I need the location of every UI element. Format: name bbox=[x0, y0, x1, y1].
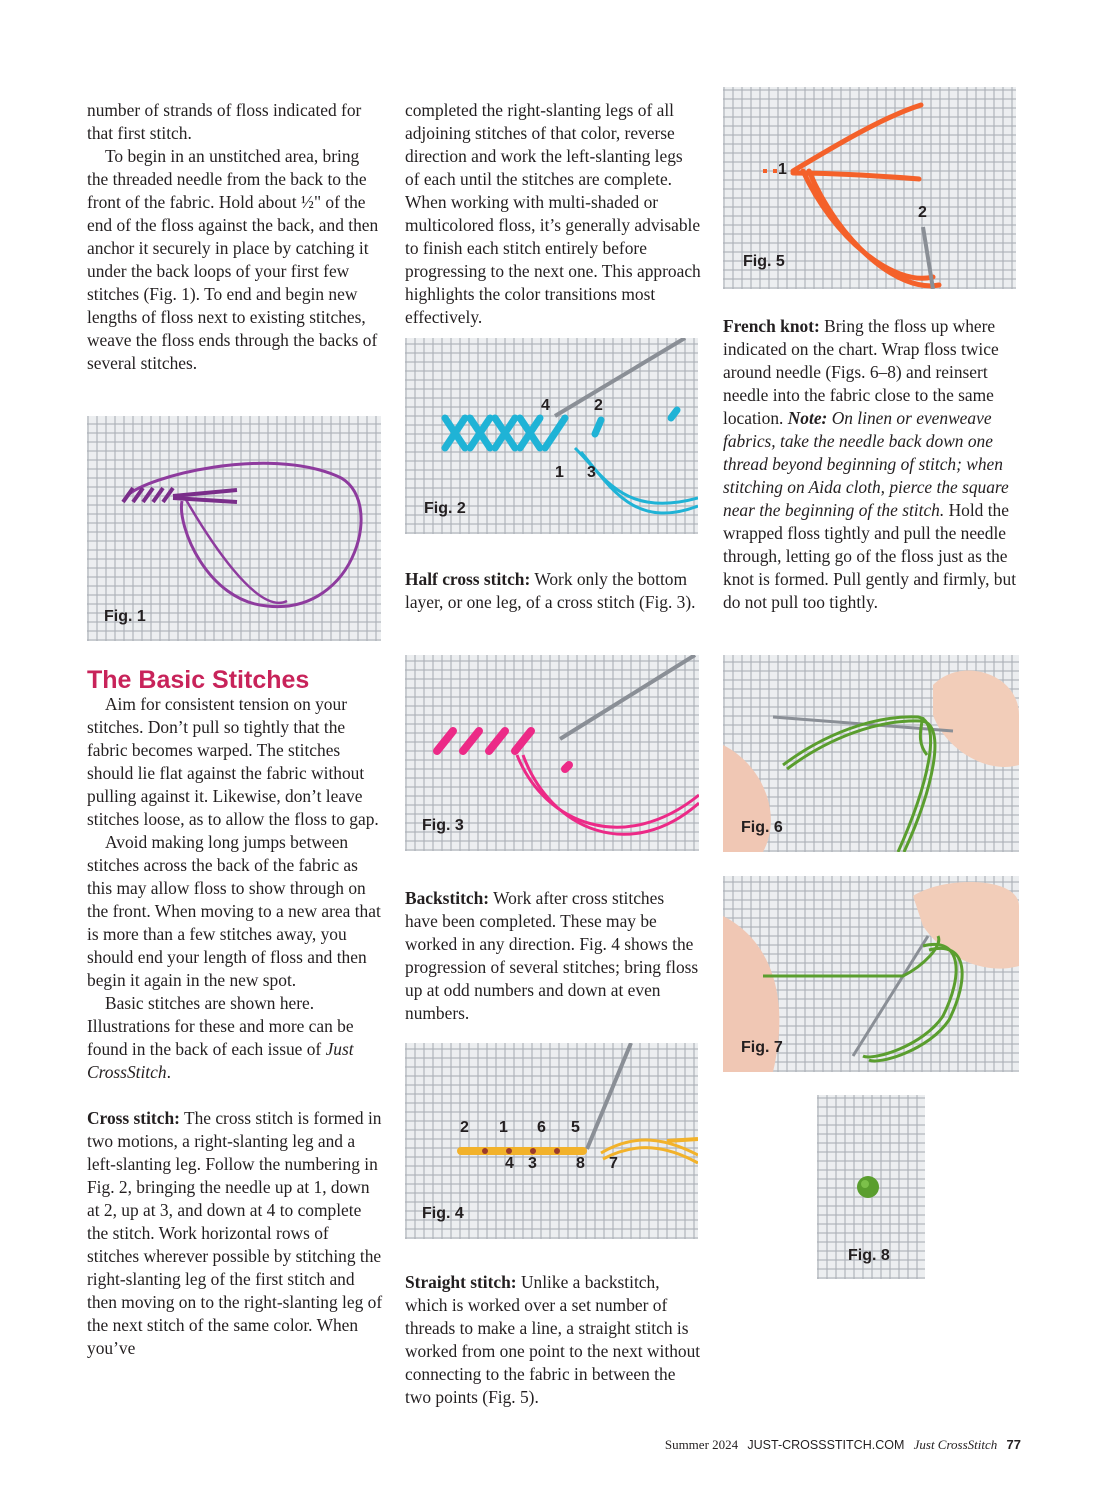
fig5-number-1: 1 bbox=[778, 161, 787, 178]
section-heading: The Basic Stitches bbox=[87, 666, 310, 694]
fig2-number-4: 4 bbox=[541, 397, 550, 414]
begin-paragraph: To begin in an unstitched area, bring the threaded needle from the back to the front of the fabric. Hold about ½" of the end of the floss against the back, and then anchor it securely in place by catching it under the back loops of your first few stitches (Fig. 1). To end and begin new lengths of floss next to existing stitches, weave the floss ends through the backs of several stitches. bbox=[87, 146, 379, 373]
fig3-label: Fig. 3 bbox=[422, 817, 464, 834]
half-cross-title: Half cross stitch: bbox=[405, 569, 531, 589]
figure-1 bbox=[87, 416, 381, 641]
straight-stitch-block bbox=[405, 1271, 701, 1409]
fig1-label: Fig. 1 bbox=[104, 608, 146, 625]
figure-6 bbox=[723, 655, 1019, 852]
tension-paragraph: Aim for consistent tension on your stitches. Don’t pull so tightly that the fabric becomes warped. The stitches should lie flat against the fabric without pulling against it. Likewise, don’t leave stitches loose, as to allow the floss to gap. bbox=[87, 694, 379, 829]
french-knot-paragraph bbox=[723, 315, 1019, 614]
figure-2 bbox=[405, 338, 698, 534]
straight-stitch-text: Unlike a backstitch, which is worked over a set number of threads to make a line, a straight stitch is worked from one point to the next without connecting to the fabric in between the two points (Fig. 5). bbox=[405, 1272, 701, 1407]
backstitch-paragraph bbox=[405, 887, 701, 1025]
figure-8 bbox=[817, 1095, 925, 1279]
fig6-label: Fig. 6 bbox=[741, 819, 783, 836]
fig4-number-2: 2 bbox=[460, 1119, 469, 1136]
fig2-number-1: 1 bbox=[555, 464, 564, 481]
basic-end: . bbox=[166, 1062, 171, 1082]
fig2-label: Fig. 2 bbox=[424, 500, 466, 517]
backstitch-title: Backstitch: bbox=[405, 888, 490, 908]
cross-stitch-text: The cross stitch is formed in two motions, a right-slanting leg and a left-slanting leg. Follow the numbering in Fig. 2, bringing the needle up at 1, down at 2, up at 3, and down at 4 to complete the stitch. Work horizontal rows of stitches wherever possible by stitching the right-slanting leg of the first stitch and then moving on to the right-slanting leg of the next stitch of the same color. When you’ve bbox=[87, 1108, 383, 1358]
backstitch-text: Work after cross stitches have been completed. These may be worked in any direction. Fig. 4 shows the progression of several stitches; bring floss up at odd numbers and down at even numbers. bbox=[405, 888, 699, 1023]
footer-magazine: Just CrossStitch bbox=[913, 1437, 998, 1452]
french-knot-text-1: Bring the floss up where indicated on the chart. Wrap floss twice around needle (Figs. 6–8) and reinsert needle into the fabric close to the same location. bbox=[723, 316, 999, 428]
french-knot-title: French knot: bbox=[723, 316, 820, 336]
half-cross-paragraph bbox=[405, 568, 701, 614]
cross-stitch-paragraph bbox=[87, 1107, 383, 1360]
half-cross-text: Work only the bottom layer, or one leg, of a cross stitch (Fig. 3). bbox=[405, 569, 696, 612]
fig4-number-7: 7 bbox=[609, 1155, 618, 1172]
page-number: 77 bbox=[1006, 1437, 1021, 1452]
half-cross-block bbox=[405, 568, 701, 614]
french-knot-text-2: Hold the wrapped floss tightly and pull the needle through, letting go of the floss just as the knot is formed. Pull gently and firmly, but do not pull too tightly. bbox=[723, 500, 1017, 612]
jumps-paragraph: Avoid making long jumps between stitches across the back of the fabric as this may allow floss to show through on the front. When moving to a new area that is more than a few stitches away, you should end your length of floss and then begin it again in the new spot. bbox=[87, 832, 381, 990]
fig1-stitches bbox=[123, 488, 237, 502]
fig4-number-5: 5 bbox=[571, 1119, 580, 1136]
straight-stitch-title: Straight stitch: bbox=[405, 1272, 517, 1292]
figure-4 bbox=[405, 1043, 698, 1239]
fig7-label: Fig. 7 bbox=[741, 1039, 783, 1056]
fig4-number-8: 8 bbox=[576, 1155, 585, 1172]
column-3 bbox=[723, 315, 1019, 614]
page-footer bbox=[659, 1437, 1021, 1453]
basic-text: Basic stitches are shown here. Illustrations for these and more can be found in the back of each issue of bbox=[87, 993, 354, 1059]
fig2-number-3: 3 bbox=[587, 464, 596, 481]
column-2 bbox=[405, 99, 701, 329]
fig4-number-3: 3 bbox=[528, 1155, 537, 1172]
fig8-label: Fig. 8 bbox=[848, 1247, 890, 1264]
footer-issue: Summer 2024 bbox=[664, 1437, 739, 1452]
fig4-number-4: 4 bbox=[505, 1155, 514, 1172]
straight-stitch-paragraph bbox=[405, 1271, 701, 1409]
column-1 bbox=[87, 99, 383, 375]
backstitch-block bbox=[405, 887, 701, 1025]
fig4-label: Fig. 4 bbox=[422, 1205, 464, 1222]
fig5-number-2: 2 bbox=[918, 204, 927, 221]
cross-cont-paragraph: completed the right-slanting legs of all adjoining stitches of that color, reverse direction and work the left-slanting legs of each until the stitches are complete. When working with multi-shaded or multicolored floss, it’s generally advisable to finish each stitch entirely before progressing to the next one. This approach highlights the color transitions most effectively. bbox=[405, 100, 701, 327]
note-text: On linen or evenweave fabrics, take the needle back down one thread beyond beginning of stitch; when stitching on Aida cloth, pierce the square near the beginning of the stitch. bbox=[723, 408, 1009, 520]
note-label: Note: bbox=[787, 408, 828, 428]
magazine-name: Just CrossStitch bbox=[87, 1039, 354, 1082]
figure-5 bbox=[723, 87, 1016, 289]
figure-7 bbox=[723, 876, 1019, 1072]
footer-site: JUST-CROSSSTITCH.COM bbox=[747, 1438, 905, 1452]
fig5-label: Fig. 5 bbox=[743, 253, 785, 270]
fig4-number-6: 6 bbox=[537, 1119, 546, 1136]
basic-paragraph bbox=[87, 992, 383, 1084]
intro-text: number of strands of floss indicated for that first stitch. bbox=[87, 100, 362, 143]
figure-3 bbox=[405, 655, 699, 851]
fig4-number-1: 1 bbox=[499, 1119, 508, 1136]
column-1-lower bbox=[87, 665, 383, 1360]
fig2-number-2: 2 bbox=[594, 397, 603, 414]
cross-stitch-title: Cross stitch: bbox=[87, 1108, 180, 1128]
